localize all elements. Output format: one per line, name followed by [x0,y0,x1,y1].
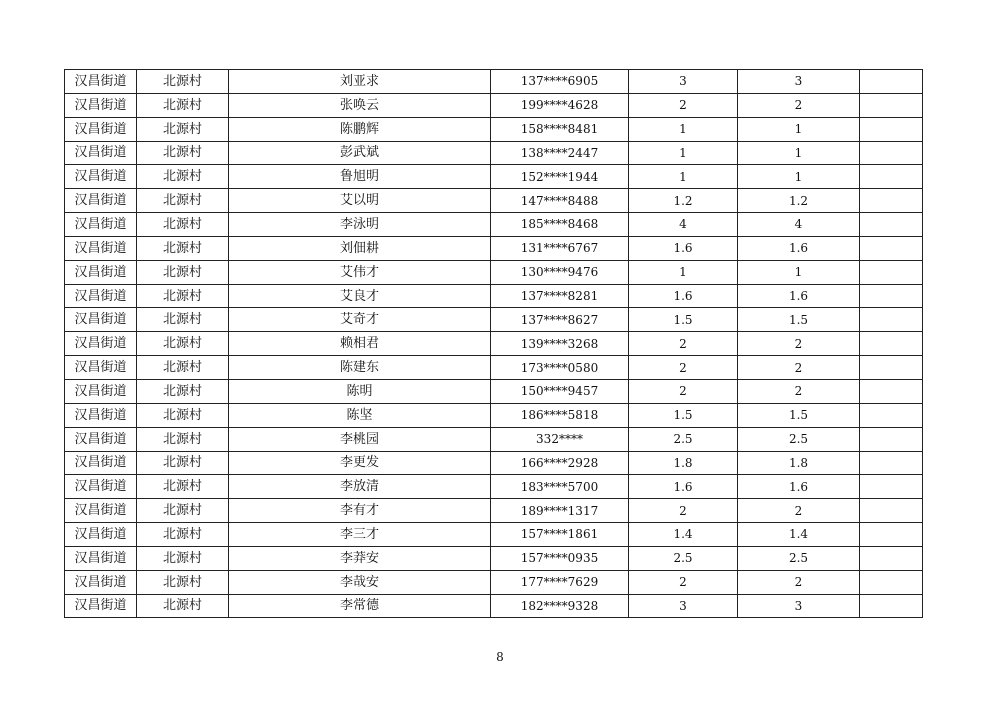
village-cell: 北源村 [137,236,229,260]
phone-cell: 157****1861 [491,523,629,547]
value-a-cell: 3 [629,70,738,94]
remark-cell [860,284,923,308]
street-cell: 汉昌街道 [65,213,137,237]
table-body [65,70,923,618]
value-a-cell: 1.6 [629,236,738,260]
value-a-cell: 1 [629,141,738,165]
phone-cell: 138****2447 [491,141,629,165]
remark-cell [860,141,923,165]
remark-cell [860,379,923,403]
data-table [64,69,923,618]
name-cell: 李放清 [229,475,491,499]
street-cell: 汉昌街道 [65,499,137,523]
village-cell: 北源村 [137,189,229,213]
value-a-cell: 1.5 [629,308,738,332]
name-cell: 艾良才 [229,284,491,308]
remark-cell [860,356,923,380]
remark-cell [860,499,923,523]
value-b-cell: 1.4 [738,523,860,547]
phone-cell: 173****0580 [491,356,629,380]
value-a-cell: 1.5 [629,403,738,427]
name-cell: 陈鹏辉 [229,117,491,141]
street-cell: 汉昌街道 [65,356,137,380]
street-cell: 汉昌街道 [65,165,137,189]
phone-cell: 152****1944 [491,165,629,189]
remark-cell [860,165,923,189]
phone-cell: 166****2928 [491,451,629,475]
table-row [65,70,923,94]
street-cell: 汉昌街道 [65,427,137,451]
remark-cell [860,427,923,451]
value-b-cell: 1 [738,141,860,165]
table-row [65,189,923,213]
value-a-cell: 1.6 [629,284,738,308]
name-cell: 李桃园 [229,427,491,451]
value-b-cell: 4 [738,213,860,237]
value-b-cell: 1.5 [738,403,860,427]
name-cell: 刘佃耕 [229,236,491,260]
value-b-cell: 1 [738,117,860,141]
street-cell: 汉昌街道 [65,141,137,165]
value-a-cell: 1.8 [629,451,738,475]
table-row [65,141,923,165]
name-cell: 李有才 [229,499,491,523]
table-row [65,379,923,403]
table-row [65,308,923,332]
table-row [65,451,923,475]
village-cell: 北源村 [137,93,229,117]
table-row [65,260,923,284]
village-cell: 北源村 [137,213,229,237]
name-cell: 李泳明 [229,213,491,237]
table-row [65,117,923,141]
village-cell: 北源村 [137,594,229,618]
phone-cell: 177****7629 [491,570,629,594]
table-row [65,213,923,237]
name-cell: 陈明 [229,379,491,403]
street-cell: 汉昌街道 [65,70,137,94]
village-cell: 北源村 [137,379,229,403]
phone-cell: 158****8481 [491,117,629,141]
table-row [65,284,923,308]
table-row [65,427,923,451]
name-cell: 李常德 [229,594,491,618]
phone-cell: 147****8488 [491,189,629,213]
phone-cell: 183****5700 [491,475,629,499]
value-b-cell: 2 [738,499,860,523]
phone-cell: 131****6767 [491,236,629,260]
page-number: 8 [496,650,504,664]
table-row [65,165,923,189]
village-cell: 北源村 [137,499,229,523]
value-a-cell: 2.5 [629,427,738,451]
village-cell: 北源村 [137,523,229,547]
village-cell: 北源村 [137,70,229,94]
remark-cell [860,475,923,499]
name-cell: 艾奇才 [229,308,491,332]
phone-cell: 150****9457 [491,379,629,403]
remark-cell [860,260,923,284]
value-a-cell: 1.4 [629,523,738,547]
name-cell: 陈建东 [229,356,491,380]
table-row [65,475,923,499]
phone-cell: 137****6905 [491,70,629,94]
village-cell: 北源村 [137,165,229,189]
remark-cell [860,308,923,332]
remark-cell [860,117,923,141]
value-b-cell: 2.5 [738,427,860,451]
value-b-cell: 2 [738,332,860,356]
street-cell: 汉昌街道 [65,308,137,332]
phone-cell: 157****0935 [491,546,629,570]
table-row [65,332,923,356]
name-cell: 李更发 [229,451,491,475]
phone-cell: 186****5818 [491,403,629,427]
phone-cell: 189****1317 [491,499,629,523]
name-cell: 鲁旭明 [229,165,491,189]
name-cell: 彭武斌 [229,141,491,165]
phone-cell: 137****8281 [491,284,629,308]
remark-cell [860,594,923,618]
village-cell: 北源村 [137,260,229,284]
street-cell: 汉昌街道 [65,332,137,356]
value-b-cell: 1.6 [738,475,860,499]
value-b-cell: 3 [738,594,860,618]
value-b-cell: 2 [738,356,860,380]
remark-cell [860,93,923,117]
street-cell: 汉昌街道 [65,523,137,547]
street-cell: 汉昌街道 [65,284,137,308]
phone-cell: 139****3268 [491,332,629,356]
value-b-cell: 1.6 [738,284,860,308]
value-a-cell: 2 [629,356,738,380]
phone-cell: 182****9328 [491,594,629,618]
table-row [65,93,923,117]
remark-cell [860,570,923,594]
remark-cell [860,332,923,356]
village-cell: 北源村 [137,546,229,570]
value-b-cell: 1.5 [738,308,860,332]
village-cell: 北源村 [137,356,229,380]
village-cell: 北源村 [137,141,229,165]
table-row [65,356,923,380]
remark-cell [860,189,923,213]
name-cell: 刘亚求 [229,70,491,94]
value-b-cell: 1 [738,165,860,189]
village-cell: 北源村 [137,284,229,308]
street-cell: 汉昌街道 [65,236,137,260]
remark-cell [860,403,923,427]
value-b-cell: 3 [738,70,860,94]
street-cell: 汉昌街道 [65,260,137,284]
value-a-cell: 1 [629,117,738,141]
value-a-cell: 1 [629,165,738,189]
value-a-cell: 1 [629,260,738,284]
value-a-cell: 4 [629,213,738,237]
remark-cell [860,523,923,547]
name-cell: 李哉安 [229,570,491,594]
village-cell: 北源村 [137,570,229,594]
phone-cell: 130****9476 [491,260,629,284]
name-cell: 赖相君 [229,332,491,356]
name-cell: 陈坚 [229,403,491,427]
value-b-cell: 2.5 [738,546,860,570]
village-cell: 北源村 [137,332,229,356]
table-row [65,236,923,260]
value-a-cell: 1.2 [629,189,738,213]
value-a-cell: 2 [629,93,738,117]
table-row [65,523,923,547]
value-a-cell: 2 [629,332,738,356]
table-row [65,570,923,594]
name-cell: 李三才 [229,523,491,547]
street-cell: 汉昌街道 [65,117,137,141]
street-cell: 汉昌街道 [65,475,137,499]
street-cell: 汉昌街道 [65,546,137,570]
value-a-cell: 2.5 [629,546,738,570]
street-cell: 汉昌街道 [65,189,137,213]
table-row [65,499,923,523]
village-cell: 北源村 [137,403,229,427]
village-cell: 北源村 [137,117,229,141]
value-a-cell: 2 [629,379,738,403]
value-a-cell: 2 [629,570,738,594]
village-cell: 北源村 [137,475,229,499]
value-a-cell: 2 [629,499,738,523]
value-b-cell: 1.6 [738,236,860,260]
value-b-cell: 1.8 [738,451,860,475]
name-cell: 艾伟才 [229,260,491,284]
remark-cell [860,546,923,570]
value-a-cell: 3 [629,594,738,618]
phone-cell: 199****4628 [491,93,629,117]
phone-cell: 137****8627 [491,308,629,332]
value-b-cell: 2 [738,93,860,117]
table-row [65,546,923,570]
value-b-cell: 1.2 [738,189,860,213]
phone-cell: 185****8468 [491,213,629,237]
street-cell: 汉昌街道 [65,570,137,594]
remark-cell [860,236,923,260]
value-b-cell: 1 [738,260,860,284]
street-cell: 汉昌街道 [65,594,137,618]
village-cell: 北源村 [137,308,229,332]
name-cell: 艾以明 [229,189,491,213]
name-cell: 张唤云 [229,93,491,117]
village-cell: 北源村 [137,427,229,451]
street-cell: 汉昌街道 [65,403,137,427]
remark-cell [860,70,923,94]
remark-cell [860,213,923,237]
phone-cell: 332**** [491,427,629,451]
street-cell: 汉昌街道 [65,93,137,117]
table-row [65,594,923,618]
table-row [65,403,923,427]
value-b-cell: 2 [738,379,860,403]
value-b-cell: 2 [738,570,860,594]
remark-cell [860,451,923,475]
value-a-cell: 1.6 [629,475,738,499]
street-cell: 汉昌街道 [65,379,137,403]
name-cell: 李莽安 [229,546,491,570]
street-cell: 汉昌街道 [65,451,137,475]
village-cell: 北源村 [137,451,229,475]
